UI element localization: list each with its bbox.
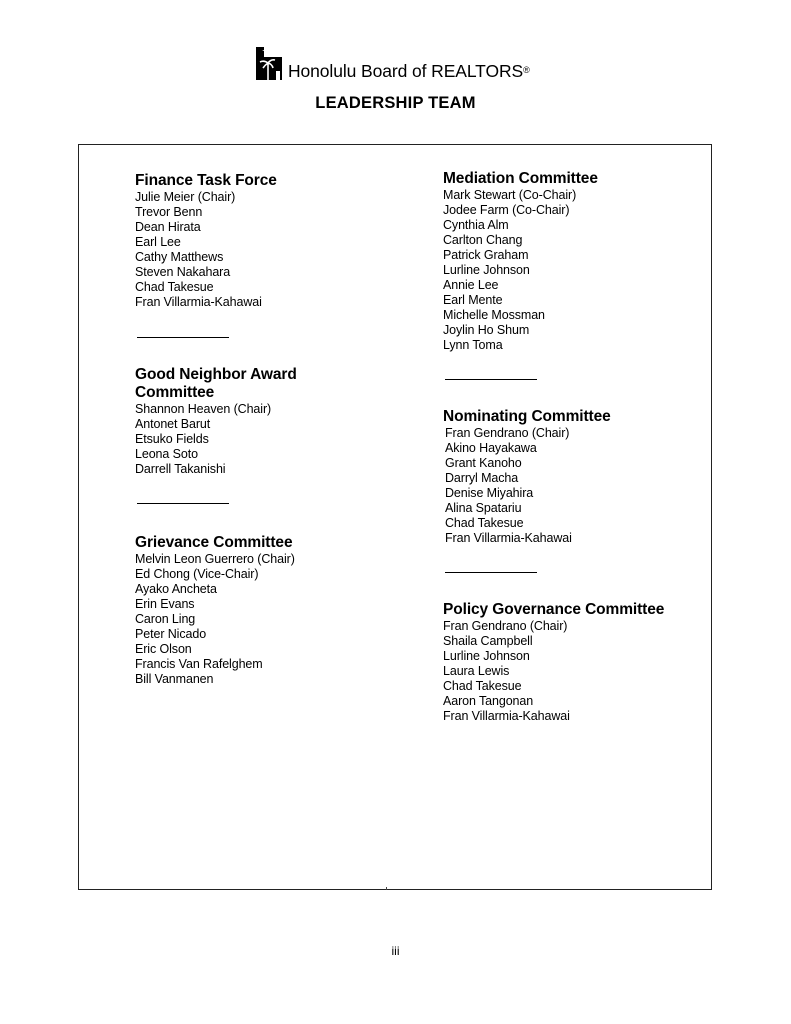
finance-task-force-section bbox=[135, 172, 385, 310]
member-name: Jodee Farm (Co-Chair) bbox=[443, 203, 570, 217]
member-name: Caron Ling bbox=[135, 612, 196, 626]
section-heading-line: Good Neighbor Award bbox=[135, 366, 297, 383]
member-list bbox=[135, 552, 385, 687]
member-name: Carlton Chang bbox=[443, 233, 523, 247]
section-heading bbox=[135, 366, 385, 402]
page-number: iii bbox=[391, 944, 400, 958]
member-name: Ed Chong (Vice-Chair) bbox=[135, 567, 259, 581]
section-heading: Finance Task Force bbox=[135, 172, 277, 189]
member-name: Shannon Heaven (Chair) bbox=[135, 402, 272, 416]
member-name: Lurline Johnson bbox=[443, 263, 530, 277]
nominating-committee-section bbox=[443, 408, 703, 546]
member-name: Eric Olson bbox=[135, 642, 192, 656]
member-name: Fran Gendrano (Chair) bbox=[443, 619, 568, 633]
member-name: Joylin Ho Shum bbox=[443, 323, 530, 337]
member-name: Erin Evans bbox=[135, 597, 195, 611]
member-name: Dean Hirata bbox=[135, 220, 201, 234]
member-name: Ayako Ancheta bbox=[135, 582, 217, 596]
registered-mark: ® bbox=[523, 65, 530, 75]
section-heading-line: Committee bbox=[135, 384, 215, 401]
member-name: Mark Stewart (Co-Chair) bbox=[443, 188, 577, 202]
member-list bbox=[443, 426, 703, 546]
column-divider-mark bbox=[386, 887, 387, 890]
member-name: Patrick Graham bbox=[443, 248, 529, 262]
grievance-committee-section bbox=[135, 534, 385, 687]
member-name: Etsuko Fields bbox=[135, 432, 209, 446]
member-name: Denise Miyahira bbox=[445, 486, 534, 500]
member-name: Akino Hayakawa bbox=[445, 441, 537, 455]
section-heading: Policy Governance Committee bbox=[443, 601, 665, 618]
member-name: Steven Nakahara bbox=[135, 265, 231, 279]
member-name: Lynn Toma bbox=[443, 338, 503, 352]
member-name: Francis Van Rafelghem bbox=[135, 657, 263, 671]
member-name: Grant Kanoho bbox=[445, 456, 522, 470]
member-name: Earl Lee bbox=[135, 235, 181, 249]
member-name: Chad Takesue bbox=[443, 679, 522, 693]
member-name: Antonet Barut bbox=[135, 417, 211, 431]
mediation-committee-section bbox=[443, 170, 703, 353]
section-rule bbox=[445, 379, 537, 380]
section-heading: Nominating Committee bbox=[443, 408, 611, 425]
member-name: Fran Villarmia-Kahawai bbox=[445, 531, 572, 545]
member-list bbox=[135, 402, 385, 477]
logo-mark-icon bbox=[256, 47, 286, 80]
member-name: Fran Gendrano (Chair) bbox=[445, 426, 570, 440]
member-name: Bill Vanmanen bbox=[135, 672, 214, 686]
member-name: Darrell Takanishi bbox=[135, 462, 226, 476]
left-column bbox=[135, 172, 385, 687]
member-name: Earl Mente bbox=[443, 293, 503, 307]
member-name: Trevor Benn bbox=[135, 205, 203, 219]
section-rule bbox=[137, 337, 229, 338]
member-name: Michelle Mossman bbox=[443, 308, 545, 322]
member-name: Fran Villarmia-Kahawai bbox=[135, 295, 262, 309]
member-name: Fran Villarmia-Kahawai bbox=[443, 709, 570, 723]
member-name: Julie Meier (Chair) bbox=[135, 190, 236, 204]
page-title: LEADERSHIP TEAM bbox=[315, 94, 476, 112]
member-name: Chad Takesue bbox=[135, 280, 214, 294]
member-name: Peter Nicado bbox=[135, 627, 207, 641]
member-list bbox=[443, 619, 703, 724]
member-name: Lurline Johnson bbox=[443, 649, 530, 663]
member-name: Melvin Leon Guerrero (Chair) bbox=[135, 552, 295, 566]
member-name: Annie Lee bbox=[443, 278, 499, 292]
member-name: Laura Lewis bbox=[443, 664, 510, 678]
good-neighbor-award-section bbox=[135, 366, 385, 477]
member-name: Aaron Tangonan bbox=[443, 694, 534, 708]
member-name: Cynthia Alm bbox=[443, 218, 509, 232]
org-logo bbox=[256, 46, 530, 80]
member-name: Leona Soto bbox=[135, 447, 198, 461]
right-column bbox=[443, 170, 703, 724]
section-rule bbox=[445, 572, 537, 573]
member-name: Shaila Campbell bbox=[443, 634, 533, 648]
member-list bbox=[135, 190, 385, 310]
section-heading: Mediation Committee bbox=[443, 170, 598, 187]
member-name: Cathy Matthews bbox=[135, 250, 224, 264]
section-rule bbox=[137, 503, 229, 504]
section-heading: Grievance Committee bbox=[135, 534, 293, 551]
member-name: Chad Takesue bbox=[445, 516, 524, 530]
policy-governance-committee-section bbox=[443, 601, 703, 724]
member-name: Alina Spatariu bbox=[445, 501, 522, 515]
org-name: Honolulu Board of REALTORS® bbox=[288, 61, 530, 81]
member-list bbox=[443, 188, 703, 353]
member-name: Darryl Macha bbox=[445, 471, 519, 485]
